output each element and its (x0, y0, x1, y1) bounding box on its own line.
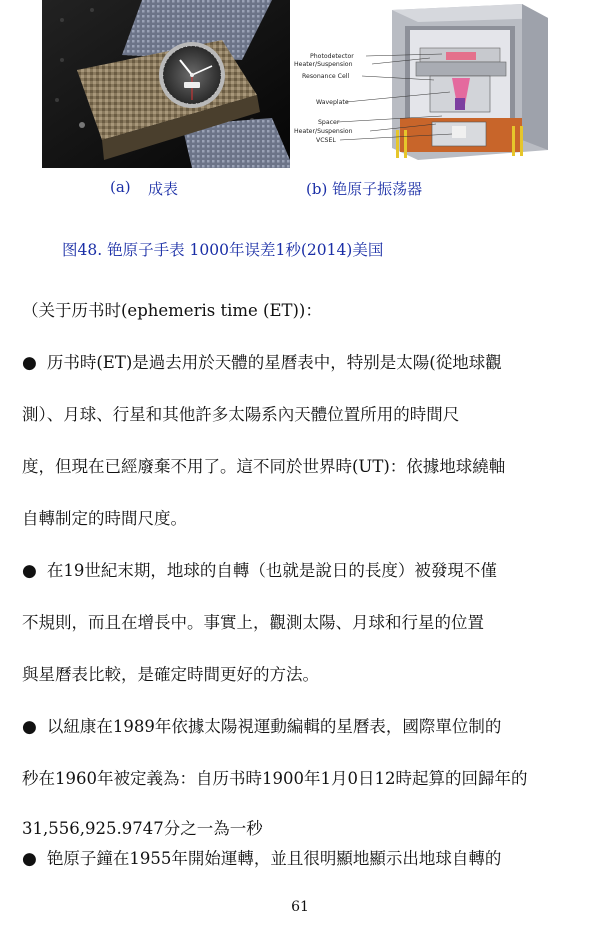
paragraph-1-line-3: 度，但現在已經廢棄不用了。這不同於世界時(UT)：依據地球繞軸 (22, 457, 506, 476)
subfigure-b-caption: (b) 铯原子振荡器 (306, 180, 423, 198)
cesium-oscillator-diagram (292, 0, 550, 168)
paragraph-3-line-2: 秒在1960年被定義為：自历书時1900年1月0日12時起算的回歸年的 (22, 769, 528, 788)
paragraph-2-line-3: 與星曆表比較，是確定時間更好的方法。 (22, 665, 319, 684)
paragraph-2-text-1: 在19世紀末期，地球的自轉（也就是說日的長度）被發現不僅 (46, 561, 497, 580)
paragraph-3-line-1 (22, 716, 501, 738)
paragraph-4-line-1 (22, 848, 501, 870)
label-resonance-cell: Resonance Cell (302, 73, 350, 80)
bullet-icon: ● (22, 353, 37, 373)
figure-caption: 图48. 铯原子手表 1000年误差1秒(2014)美国 (62, 241, 384, 259)
paragraph-1-line-1 (22, 352, 502, 374)
bullet-icon: ● (22, 561, 37, 581)
label-waveplate: Waveplate (316, 99, 349, 106)
page-number: 61 (291, 899, 309, 915)
paragraph-2-line-2: 不規則，而且在增長中。事實上，觀測太陽、月球和行星的位置 (22, 613, 484, 632)
paragraph-4-text-1: 铯原子鐘在1955年開始運轉，並且很明顯地顯示出地球自轉的 (46, 849, 502, 868)
paragraph-2-line-1 (22, 560, 497, 582)
subfigure-a-label: (a) (110, 178, 131, 196)
label-vcsel: VCSEL (316, 137, 336, 144)
bullet-icon: ● (22, 849, 37, 869)
label-spacer: Spacer (318, 119, 340, 126)
label-heater-suspension-top: Heater/Suspension (294, 61, 353, 68)
bullet-icon: ● (22, 717, 37, 737)
intro-line: （关于历书时(ephemeris time (ET))： (22, 301, 322, 320)
label-photodetector: Photodetector (310, 53, 354, 60)
subfigure-a-caption: 成表 (148, 180, 179, 198)
paragraph-1-line-4: 自轉制定的時間尺度。 (22, 509, 187, 528)
paragraph-3-text-1: 以紐康在1989年依據太陽視運動編輯的星曆表，國際單位制的 (46, 717, 502, 736)
paragraph-3-line-3: 31,556,925.9747分之一為一秒 (22, 819, 263, 838)
watch-photo (42, 0, 290, 168)
paragraph-1-line-2: 測）、月球、行星和其他許多太陽系內天體位置所用的時間尺 (22, 405, 460, 424)
label-heater-suspension-bottom: Heater/Suspension (294, 128, 353, 135)
paragraph-1-text-1: 历书時(ET)是過去用於天體的星曆表中，特别是太陽(從地球觀 (46, 353, 502, 372)
